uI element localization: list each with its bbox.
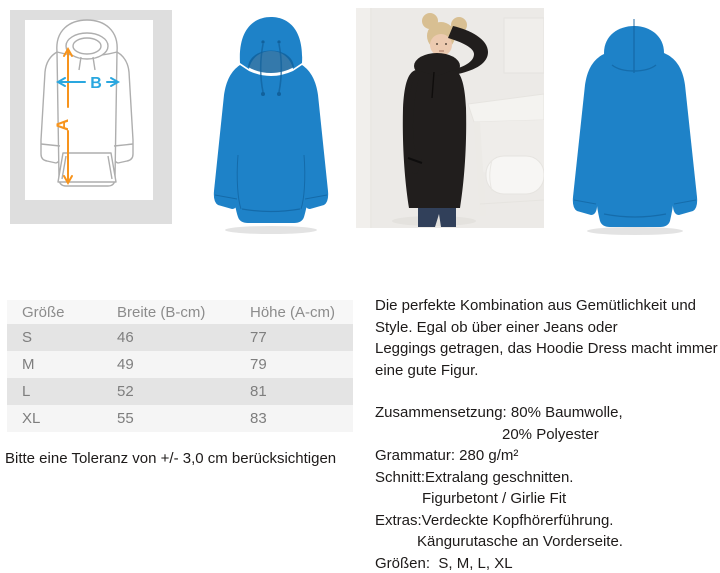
size-table-header: [7, 300, 353, 324]
description-line-schnitt: Schnitt:Extralang geschnitten.: [375, 468, 574, 486]
column-header-breite: Breite (B-cm): [117, 303, 206, 321]
table-row: [7, 351, 353, 378]
model-photo-illustration: [356, 8, 544, 228]
size-diagram-illustration: [10, 10, 172, 224]
measure-label-b: B: [90, 75, 102, 92]
product-shadow: [587, 227, 683, 235]
hoehe-value: 79: [250, 356, 267, 373]
size-value: L: [22, 383, 31, 400]
description-line-zusammensetzung: Zusammensetzung: 80% Baumwolle,: [375, 404, 623, 421]
measure-label-a: A: [53, 118, 72, 132]
hoodie-back-body: [573, 26, 697, 227]
window-frame: [504, 18, 544, 73]
description-line-groessen: Größen: S, M, L, XL: [375, 554, 513, 572]
column-header-hoehe: Höhe (A-cm): [250, 303, 336, 321]
table-row: [7, 378, 353, 405]
gallery-item-size-diagram[interactable]: [10, 10, 172, 224]
description-line-kaengurutasche: Kängurutasche an Vorderseite.: [417, 533, 623, 550]
hoehe-value: 83: [250, 410, 267, 427]
description-line-polyester: 20% Polyester: [502, 425, 599, 443]
gallery-item-model-photo[interactable]: [356, 8, 544, 228]
description-line: Leggings getragen, das Hoodie Dress macht immer: [375, 340, 718, 357]
breite-value: 55: [117, 410, 134, 427]
column-header-groesse: Größe: [22, 303, 65, 321]
radiator-roll: [486, 156, 544, 194]
description-line: Style. Egal ob über einer Jeans oder: [375, 318, 618, 336]
table-row: [7, 324, 353, 351]
size-value: M: [22, 356, 35, 373]
description-line-figurbetont: Figurbetont / Girlie Fit: [422, 490, 567, 507]
description-line: eine gute Figur.: [375, 361, 479, 379]
product-description: [375, 295, 718, 573]
hoodie-back-illustration: [552, 5, 718, 237]
gallery-item-back-view[interactable]: [552, 5, 718, 237]
hoehe-value: 77: [250, 329, 267, 346]
size-table: [7, 300, 353, 432]
size-value: S: [22, 329, 33, 346]
wall-panel: [356, 8, 372, 228]
description-line-extras: Extras:Verdeckte Kopfhörerführung.: [375, 511, 614, 529]
hoehe-value: 81: [250, 383, 267, 400]
hoodie-front-body: [214, 17, 328, 223]
size-value: XL: [22, 410, 41, 427]
tolerance-note: Bitte eine Toleranz von +/- 3,0 cm berücksichtigen: [5, 450, 337, 467]
description-line-grammatur: Grammatur: 280 g/m²: [375, 447, 519, 464]
breite-value: 52: [117, 383, 134, 400]
hoodie-front-illustration: [188, 5, 348, 240]
product-shadow: [225, 226, 317, 234]
breite-value: 49: [117, 356, 134, 373]
description-line: Die perfekte Kombination aus Gemütlichkeit und: [375, 297, 697, 314]
breite-value: 46: [117, 329, 134, 346]
gallery-item-front-view[interactable]: [188, 5, 348, 240]
table-row: [7, 405, 353, 432]
